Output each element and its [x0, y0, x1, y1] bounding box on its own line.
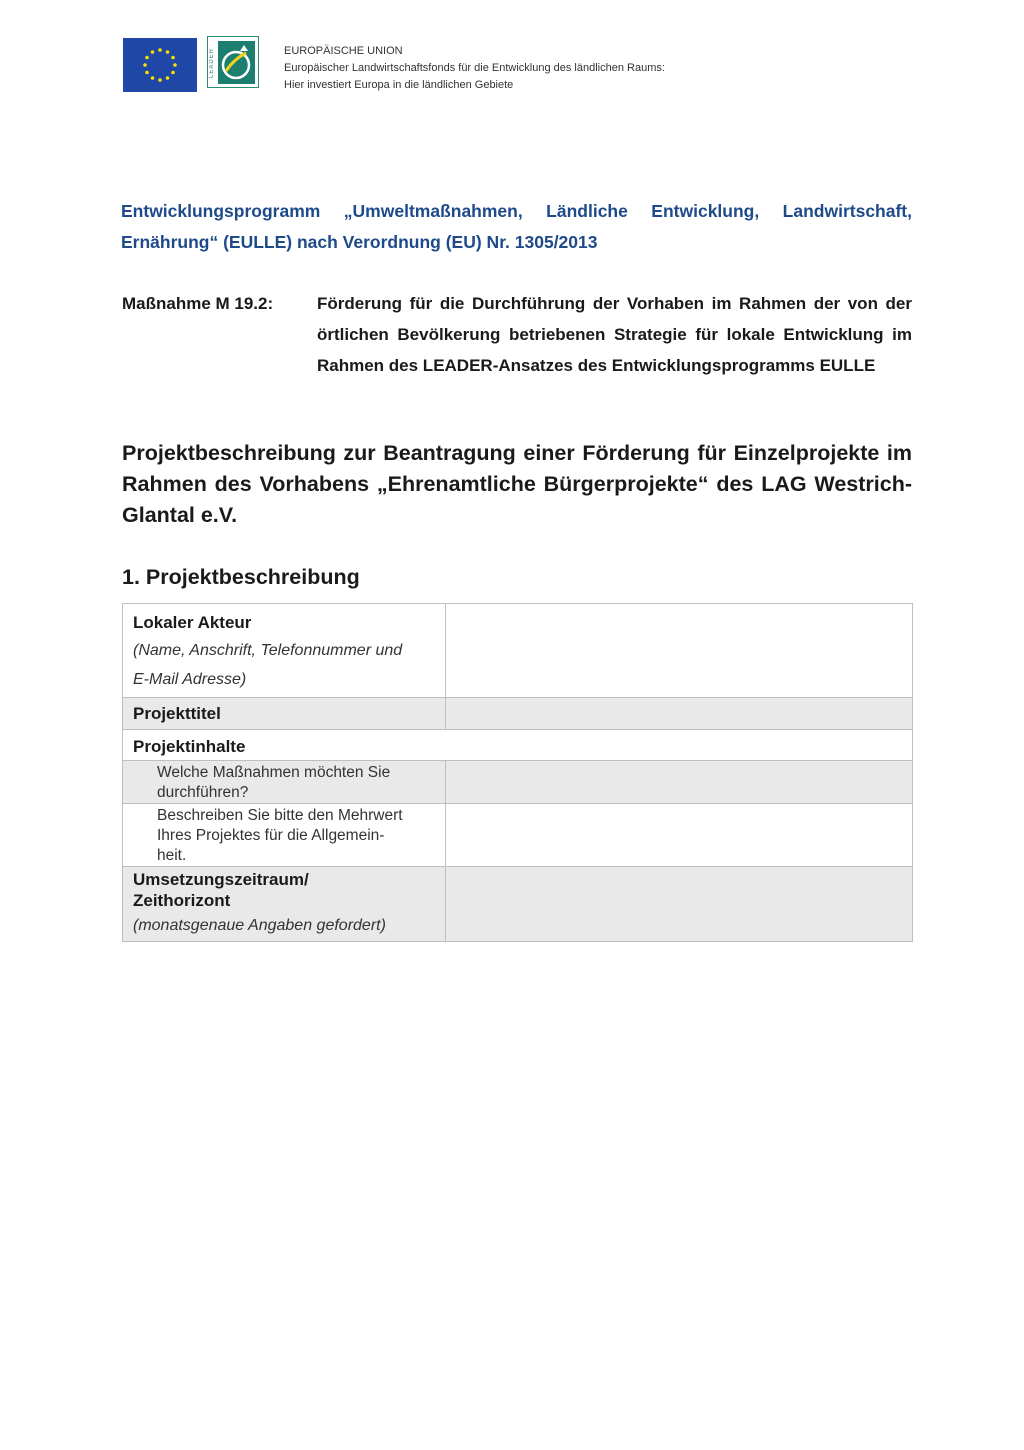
question-measures-input-cell[interactable] — [446, 761, 913, 804]
leader-logo-text: LEADER — [209, 48, 215, 79]
period-hint: (monatsgenaue Angaben gefordert) — [133, 917, 386, 934]
actor-label: Lokaler Akteur — [133, 613, 252, 632]
row-question-value — [123, 804, 913, 867]
section-title: 1. Projektbeschreibung — [122, 565, 360, 589]
project-title-label: Projekttitel — [133, 704, 221, 723]
question-value-input-cell[interactable] — [446, 804, 913, 867]
measure-label: Maßnahme M 19.2: — [122, 294, 274, 313]
header-text — [284, 43, 665, 94]
row-implementation-period — [123, 867, 913, 942]
actor-input-cell[interactable] — [446, 604, 913, 698]
header-line-fund: Europäischer Landwirtschaftsfonds für die Entwicklung des ländlichen Raums: — [284, 62, 665, 74]
question-measures-line2: durchführen? — [157, 784, 249, 801]
question-measures-line1: Welche Maßnahmen möchten Sie — [157, 764, 391, 781]
header-line-eu: EUROPÄISCHE UNION — [284, 45, 403, 57]
page-header — [123, 36, 923, 96]
period-label-line1: Umsetzungszeitraum/ — [133, 870, 309, 889]
question-value-line2: Ihres Projektes für die Allgemein- — [157, 827, 385, 844]
row-project-contents — [123, 730, 913, 761]
period-input-cell[interactable] — [446, 867, 913, 942]
project-contents-label: Projektinhalte — [133, 737, 246, 756]
row-project-title — [123, 698, 913, 730]
program-title: Entwicklungsprogramm „Umweltmaßnahmen, Ländliche Entwicklung, Landwirtschaft, Ernährung“ (EULLE) nach Verordnung (EU) Nr. 1305/2013 — [121, 201, 912, 252]
header-line-invest: Hier investiert Europa in die ländlichen Gebiete — [284, 79, 514, 91]
row-local-actor — [123, 604, 913, 698]
actor-hint-line1: (Name, Anschrift, Telefonnummer und — [133, 642, 403, 659]
period-label-line2: Zeithorizont — [133, 891, 231, 910]
leader-logo — [207, 36, 259, 88]
question-value-line1: Beschreiben Sie bitte den Mehrwert — [157, 807, 403, 824]
project-form-table — [122, 603, 913, 942]
eu-flag-logo — [123, 38, 197, 92]
actor-hint-line2: E-Mail Adresse) — [133, 671, 247, 688]
question-value-line3: heit. — [157, 847, 187, 864]
project-title-input-cell[interactable] — [446, 698, 913, 730]
document-heading: Projektbeschreibung zur Beantragung einer Förderung für Einzelprojekte im Rahmen des Vorhabens „Ehrenamtliche Bürgerprojekte“ des LAG Westrich-Glantal e.V. — [122, 441, 912, 527]
row-question-measures — [123, 761, 913, 804]
measure-text: Förderung für die Durchführung der Vorhaben im Rahmen der von der örtlichen Bevölkerung betriebenen Strategie für lokale Entwicklung im Rahmen des LEADER-Ansatzes des Entwicklungsprogramms EULLE — [317, 294, 912, 375]
